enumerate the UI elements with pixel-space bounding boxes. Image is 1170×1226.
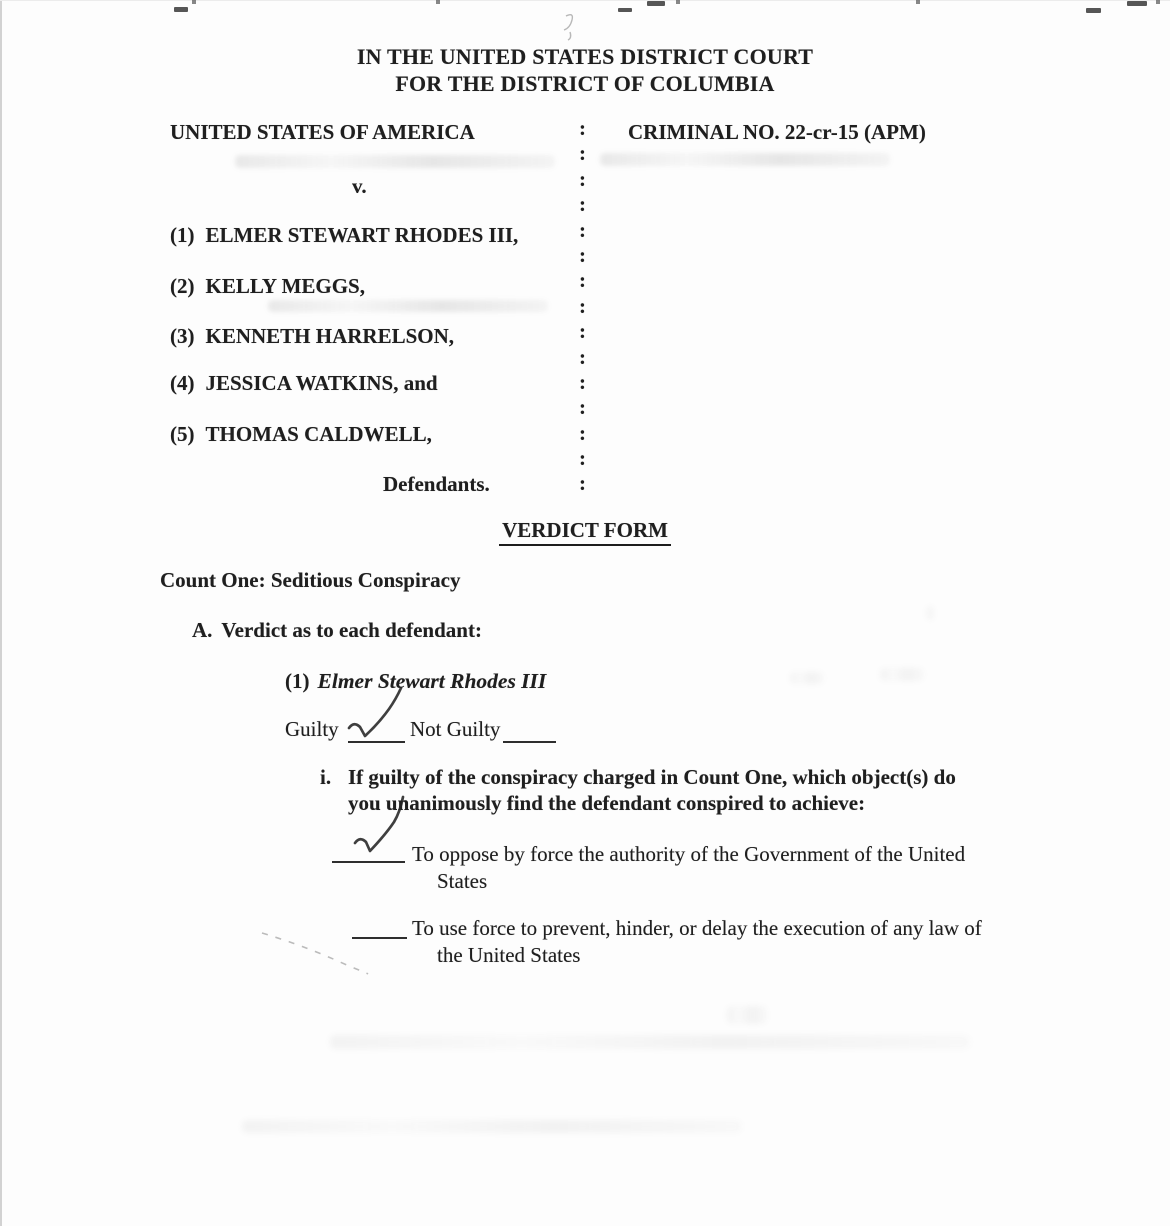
defendant-name: KENNETH HARRELSON, (205, 324, 455, 348)
scan-mark (1086, 8, 1101, 13)
separator-colon: : (579, 242, 586, 267)
object-2-line1: To use force to prevent, hinder, or delay the execution of any law of (412, 916, 982, 940)
scan-mark (618, 8, 632, 12)
caption-versus: v. (352, 174, 367, 198)
scan-ghosting (727, 1006, 767, 1024)
page-edge-top (0, 0, 1170, 1)
defendant-number: (1) (170, 223, 195, 247)
separator-colon: : (579, 471, 586, 496)
caption-case-number: CRIMINAL NO. 22-cr-15 (APM) (628, 120, 926, 144)
section-a-line (192, 617, 482, 643)
separator-colon: : (579, 344, 586, 369)
guilty-label: Guilty (285, 717, 339, 741)
separator-colon: : (579, 420, 586, 445)
not-guilty-blank (503, 737, 556, 743)
defendant-name: THOMAS CALDWELL, (205, 422, 432, 446)
defendant-number: (2) (170, 274, 195, 298)
defendant-entry-number: (1) (285, 669, 310, 693)
question-i-line2: you unanimously find the defendant conspired to achieve: (348, 791, 866, 815)
scan-ghosting (880, 668, 924, 681)
guilty-checkmark (349, 688, 401, 736)
object-1-line1: To oppose by force the authority of the Government of the United (412, 842, 966, 866)
scan-ghosting (330, 1035, 970, 1049)
question-i-marker: i. (320, 765, 332, 789)
separator-colon: : (579, 268, 586, 293)
scan-mark (436, 0, 440, 4)
scan-mark (1127, 1, 1147, 6)
ink-curl-artifact (564, 15, 572, 40)
defendant-line-1 (170, 222, 518, 248)
defendant-name: KELLY MEGGS, (205, 274, 365, 298)
scan-mark (192, 0, 196, 4)
court-title-line2: FOR THE DISTRICT OF COLUMBIA (395, 71, 775, 96)
separator-colon: : (579, 395, 586, 420)
object-2-line2: the United States (437, 943, 581, 967)
question-i-line1: If guilty of the conspiracy charged in Count One, which object(s) do (348, 765, 956, 789)
not-guilty-label: Not Guilty (410, 717, 501, 741)
separator-colon: : (579, 166, 586, 191)
scan-ghosting (268, 300, 548, 312)
defendant-line-4 (170, 370, 438, 396)
scan-ghosting (600, 153, 890, 166)
separator-colon: : (579, 446, 586, 471)
defendant-line-2 (170, 273, 365, 299)
scan-ghosting (926, 606, 934, 620)
form-title: VERDICT FORM (499, 517, 671, 546)
object-2-blank (352, 933, 407, 939)
scan-ghosting (235, 155, 555, 168)
defendant-number: (4) (170, 371, 195, 395)
scan-mark (916, 0, 920, 4)
separator-column (579, 116, 586, 497)
section-a-label: A. (192, 618, 213, 642)
separator-colon: : (579, 319, 586, 344)
object-1-blank (332, 857, 405, 863)
scan-ghosting (242, 1120, 742, 1133)
separator-colon: : (579, 141, 586, 166)
scan-mark (1156, 0, 1160, 4)
separator-colon: : (579, 217, 586, 242)
defendant-entry-name: Elmer Stewart Rhodes III (317, 669, 547, 693)
separator-colon: : (579, 369, 586, 394)
scan-mark (676, 0, 680, 4)
defendant-number: (5) (170, 422, 195, 446)
scan-mark (647, 1, 665, 6)
defendant-entry-line (285, 668, 546, 694)
scan-ghosting (790, 672, 824, 684)
defendant-name: JESSICA WATKINS, and (205, 371, 438, 395)
defendant-line-3 (170, 323, 454, 349)
caption-plaintiff: UNITED STATES OF AMERICA (170, 120, 475, 144)
pencil-scratch (262, 933, 368, 974)
defendants-label: Defendants. (383, 472, 490, 496)
defendant-number: (3) (170, 324, 195, 348)
object-1-line2: States (437, 869, 488, 893)
defendant-name: ELMER STEWART RHODES III, (205, 223, 519, 247)
court-title-line1: IN THE UNITED STATES DISTRICT COURT (356, 44, 814, 69)
separator-colon: : (579, 192, 586, 217)
defendant-line-5 (170, 421, 432, 447)
guilty-blank (348, 737, 405, 743)
separator-colon: : (579, 116, 586, 140)
page-edge-shadow (0, 0, 2, 1226)
section-a-text: Verdict as to each defendant: (221, 618, 482, 642)
separator-colon: : (579, 293, 586, 318)
form-title-wrap (0, 517, 1170, 546)
count-one-heading: Count One: Seditious Conspiracy (160, 568, 461, 592)
scan-mark (174, 7, 188, 12)
